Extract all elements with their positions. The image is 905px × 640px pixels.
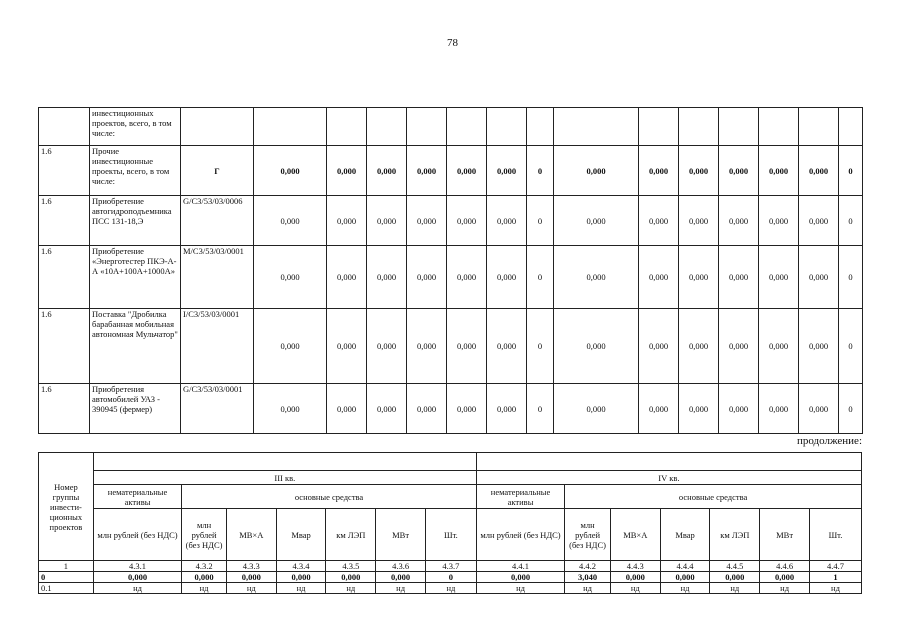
- table-row: [39, 572, 862, 583]
- value-cell: 0,000: [719, 146, 759, 196]
- column-code: 4.4.1: [476, 561, 564, 572]
- value-cell: 0: [527, 196, 554, 246]
- value-cell: 0,000: [376, 572, 426, 583]
- value-cell: 0,000: [367, 196, 407, 246]
- table-row: [39, 196, 863, 246]
- value-cell: 0,000: [367, 246, 407, 309]
- column-code: 4.3.7: [425, 561, 476, 572]
- unit-header: МВ×А: [610, 509, 660, 561]
- value-cell: 0,000: [759, 384, 799, 434]
- value-cell: [554, 108, 639, 146]
- value-cell: [799, 108, 839, 146]
- value-cell: 0,000: [476, 572, 564, 583]
- value-cell: 0: [839, 246, 863, 309]
- value-cell: 0,000: [447, 146, 487, 196]
- project-name: инвестиционных проектов, всего, в том числе:: [90, 108, 181, 146]
- project-id: Г: [181, 146, 254, 196]
- row-code: 1.6: [39, 196, 90, 246]
- value-cell: [447, 108, 487, 146]
- unit-header: млн рублей (без НДС): [93, 509, 181, 561]
- value-cell: нд: [376, 583, 426, 594]
- value-cell: [487, 108, 527, 146]
- q3-intangible-header: нематериальные активы: [93, 485, 181, 509]
- value-cell: 0,000: [719, 246, 759, 309]
- value-cell: [839, 108, 863, 146]
- value-cell: [719, 108, 759, 146]
- value-cell: нд: [326, 583, 376, 594]
- value-cell: 0,000: [487, 384, 527, 434]
- value-cell: 0,000: [710, 572, 760, 583]
- row-code: 1.6: [39, 146, 90, 196]
- value-cell: [759, 108, 799, 146]
- column-code: 4.3.5: [326, 561, 376, 572]
- value-cell: нд: [565, 583, 611, 594]
- row-first: 0.1: [39, 583, 94, 594]
- q4-header: IV кв.: [476, 471, 861, 485]
- value-cell: 0,000: [660, 572, 710, 583]
- value-cell: 0,000: [327, 146, 367, 196]
- value-cell: 0,000: [639, 246, 679, 309]
- q3-header: III кв.: [93, 471, 476, 485]
- quarter-table: [38, 452, 862, 594]
- column-code: 4.4.5: [710, 561, 760, 572]
- value-cell: нд: [182, 583, 227, 594]
- value-cell: 0,000: [327, 309, 367, 384]
- unit-header: Мвар: [660, 509, 710, 561]
- value-cell: 0,000: [487, 196, 527, 246]
- value-cell: [679, 108, 719, 146]
- column-code: 4.4.3: [610, 561, 660, 572]
- value-cell: 0,000: [639, 196, 679, 246]
- value-cell: 0,000: [93, 572, 181, 583]
- value-cell: 0,000: [760, 572, 810, 583]
- column-code: 4.3.1: [93, 561, 181, 572]
- row-first: 0: [39, 572, 94, 583]
- unit-header: км ЛЭП: [710, 509, 760, 561]
- table-row: [39, 583, 862, 594]
- column-code: 4.4.6: [760, 561, 810, 572]
- value-cell: 0,000: [407, 146, 447, 196]
- value-cell: 0: [839, 196, 863, 246]
- value-cell: нд: [610, 583, 660, 594]
- unit-header: МВт: [760, 509, 810, 561]
- value-cell: 0,000: [182, 572, 227, 583]
- unit-header: Шт.: [809, 509, 861, 561]
- value-cell: 0,000: [487, 246, 527, 309]
- group-number-header: Номер группы инвести-ционных проектов: [39, 453, 94, 561]
- value-cell: [254, 108, 327, 146]
- value-cell: нд: [476, 583, 564, 594]
- value-cell: нд: [760, 583, 810, 594]
- unit-header: Мвар: [276, 509, 326, 561]
- unit-header: Шт.: [425, 509, 476, 561]
- continuation-label: продолжение:: [796, 435, 862, 447]
- table-row: [39, 384, 863, 434]
- value-cell: 0,000: [554, 246, 639, 309]
- q4-fixed-header: основные средства: [565, 485, 862, 509]
- column-code: 4.4.7: [809, 561, 861, 572]
- value-cell: [407, 108, 447, 146]
- column-code: 4.3.2: [182, 561, 227, 572]
- project-name: Приобретение «Энерготестер ПКЭ-А-А «10А+100А+1000А»: [90, 246, 181, 309]
- value-cell: 0,000: [759, 309, 799, 384]
- value-cell: 0,000: [799, 246, 839, 309]
- value-cell: 0,000: [327, 384, 367, 434]
- column-code: 4.4.2: [565, 561, 611, 572]
- value-cell: нд: [93, 583, 181, 594]
- value-cell: 0,000: [254, 384, 327, 434]
- column-code: 4.3.4: [276, 561, 326, 572]
- project-id: I/С3/53/03/0001: [181, 309, 254, 384]
- value-cell: 0,000: [367, 384, 407, 434]
- value-cell: 0,000: [327, 196, 367, 246]
- project-name: Поставка "Дробилка барабанная мобильная автономная Мульчатор": [90, 309, 181, 384]
- value-cell: 0,000: [487, 309, 527, 384]
- value-cell: 0: [425, 572, 476, 583]
- row-code: 1.6: [39, 309, 90, 384]
- row-first: 1: [39, 561, 94, 572]
- value-cell: [367, 108, 407, 146]
- value-cell: 0,000: [226, 572, 276, 583]
- table-row: [39, 246, 863, 309]
- value-cell: 0,000: [799, 196, 839, 246]
- unit-header: млн рублей (без НДС): [565, 509, 611, 561]
- value-cell: 0,000: [639, 384, 679, 434]
- value-cell: 0,000: [554, 196, 639, 246]
- value-cell: [527, 108, 554, 146]
- value-cell: 0,000: [407, 309, 447, 384]
- value-cell: 0,000: [610, 572, 660, 583]
- value-cell: 0,000: [447, 196, 487, 246]
- value-cell: 3,040: [565, 572, 611, 583]
- project-id: G/С3/53/03/0006: [181, 196, 254, 246]
- value-cell: 0,000: [719, 196, 759, 246]
- column-code: 4.4.4: [660, 561, 710, 572]
- value-cell: 0,000: [407, 196, 447, 246]
- value-cell: 0,000: [407, 384, 447, 434]
- value-cell: 0,000: [799, 384, 839, 434]
- value-cell: нд: [425, 583, 476, 594]
- value-cell: 0,000: [276, 572, 326, 583]
- value-cell: 0,000: [487, 146, 527, 196]
- value-cell: 0,000: [679, 196, 719, 246]
- value-cell: 0,000: [799, 146, 839, 196]
- project-name: Прочие инвестиционные проекты, всего, в том числе:: [90, 146, 181, 196]
- value-cell: 0,000: [759, 196, 799, 246]
- value-cell: 0,000: [254, 146, 327, 196]
- value-cell: 0,000: [254, 196, 327, 246]
- project-id: [181, 108, 254, 146]
- value-cell: 0: [527, 246, 554, 309]
- value-cell: 0,000: [554, 384, 639, 434]
- value-cell: 0,000: [719, 384, 759, 434]
- project-id: G/С3/53/03/0001: [181, 384, 254, 434]
- q3-fixed-header: основные средства: [182, 485, 477, 509]
- value-cell: 0,000: [759, 146, 799, 196]
- value-cell: 0: [839, 309, 863, 384]
- value-cell: 0,000: [367, 309, 407, 384]
- project-name: Приобретения автомобилей УАЗ - 390945 (фермер): [90, 384, 181, 434]
- value-cell: 0,000: [327, 246, 367, 309]
- q4-intangible-header: нематериальные активы: [476, 485, 564, 509]
- value-cell: 0: [839, 384, 863, 434]
- row-code: 1.6: [39, 384, 90, 434]
- value-cell: 0: [839, 146, 863, 196]
- value-cell: 0: [527, 146, 554, 196]
- column-code: 4.3.3: [226, 561, 276, 572]
- project-name: Приобретение автогидроподъемника ПСС 131-18,Э: [90, 196, 181, 246]
- value-cell: 0,000: [254, 309, 327, 384]
- value-cell: 0,000: [554, 309, 639, 384]
- value-cell: 0,000: [367, 146, 407, 196]
- value-cell: 0,000: [719, 309, 759, 384]
- value-cell: 0,000: [759, 246, 799, 309]
- page-number: 78: [447, 37, 458, 49]
- value-cell: 0,000: [679, 309, 719, 384]
- value-cell: 0,000: [407, 246, 447, 309]
- value-cell: нд: [660, 583, 710, 594]
- value-cell: 0,000: [326, 572, 376, 583]
- value-cell: 0,000: [679, 246, 719, 309]
- unit-header: МВт: [376, 509, 426, 561]
- value-cell: 0,000: [639, 146, 679, 196]
- row-code: [39, 108, 90, 146]
- table-row: [39, 108, 863, 146]
- row-code: 1.6: [39, 246, 90, 309]
- column-code: 4.3.6: [376, 561, 426, 572]
- investment-table: [38, 107, 863, 434]
- table-row: [39, 146, 863, 196]
- value-cell: 0,000: [254, 246, 327, 309]
- value-cell: нд: [710, 583, 760, 594]
- unit-header: МВ×А: [226, 509, 276, 561]
- value-cell: 0,000: [447, 246, 487, 309]
- unit-header: млн рублей (без НДС): [182, 509, 227, 561]
- unit-header: км ЛЭП: [326, 509, 376, 561]
- value-cell: 0,000: [679, 384, 719, 434]
- value-cell: 0,000: [679, 146, 719, 196]
- value-cell: 0,000: [639, 309, 679, 384]
- table-row: [39, 309, 863, 384]
- value-cell: нд: [809, 583, 861, 594]
- value-cell: 0: [527, 384, 554, 434]
- value-cell: 0,000: [554, 146, 639, 196]
- value-cell: [327, 108, 367, 146]
- value-cell: 0,000: [447, 384, 487, 434]
- value-cell: нд: [276, 583, 326, 594]
- value-cell: нд: [226, 583, 276, 594]
- value-cell: [639, 108, 679, 146]
- value-cell: 0: [527, 309, 554, 384]
- unit-header: млн рублей (без НДС): [476, 509, 564, 561]
- project-id: M/С3/53/03/0001: [181, 246, 254, 309]
- value-cell: 0,000: [799, 309, 839, 384]
- value-cell: 0,000: [447, 309, 487, 384]
- value-cell: 1: [809, 572, 861, 583]
